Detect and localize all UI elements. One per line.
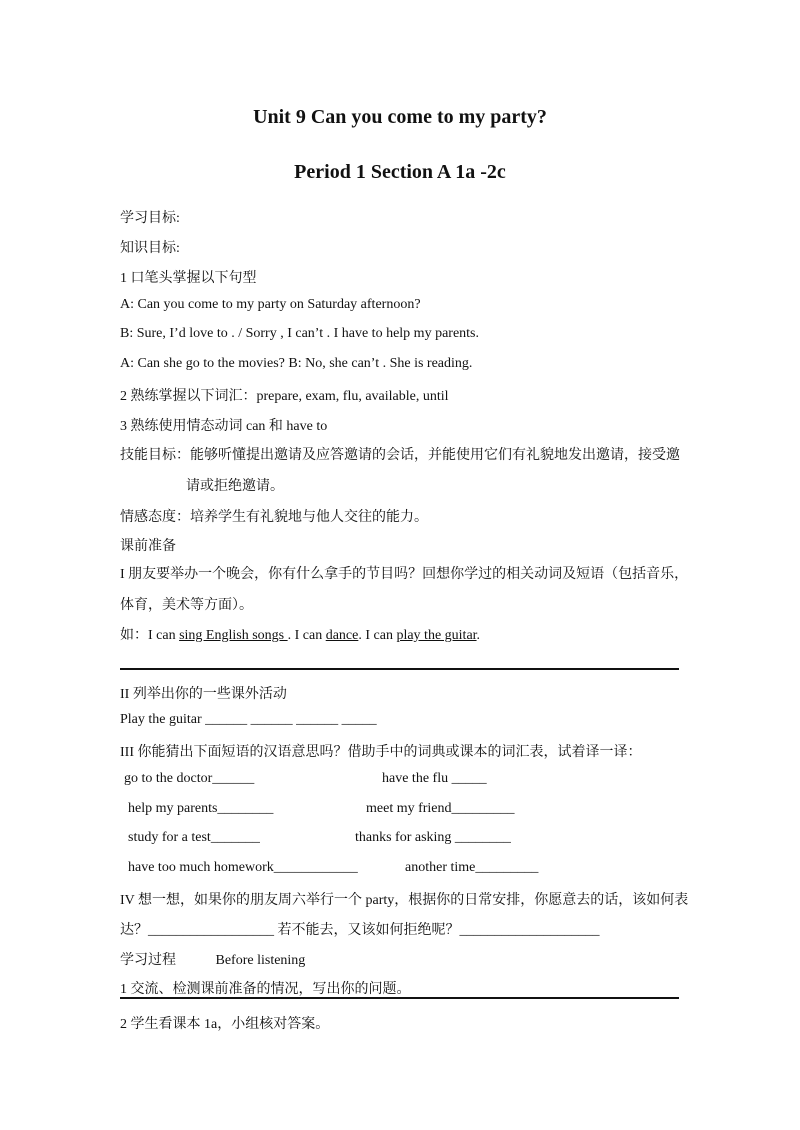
phrase-study-for-a-test: study for a test_______	[128, 830, 260, 845]
task-ii-blanks: Play the guitar ______ ______ ______ _____	[120, 712, 377, 727]
phrase-too-much-homework: have too much homework____________	[128, 860, 358, 875]
step-1: 1 交流、检测课前准备的情况，写出你的问题。	[120, 982, 411, 997]
task-i-continued: 体育，美术等方面）。	[120, 598, 253, 613]
phrase-thanks-for-asking: thanks for asking ________	[355, 830, 511, 845]
phrase-another-time: another time_________	[405, 860, 539, 875]
task-iii: III 你能猜出下面短语的汉语意思吗？借助手中的词典或课本的词汇表，试着译一译：	[120, 745, 642, 760]
task-iv: IV 想一想，如果你的朋友周六举行一个 party，根据你的日常安排，你愿意去的话，该如何表	[120, 893, 689, 908]
divider-1	[120, 668, 679, 670]
divider-2	[120, 997, 679, 999]
example-answer-2: dance	[325, 628, 359, 643]
process-heading	[120, 949, 305, 969]
goal-item-2: 2 熟练掌握以下词汇：prepare, exam, flu, available, until	[120, 389, 449, 404]
document-title: Unit 9 Can you come to my party?	[253, 106, 547, 128]
phrase-have-the-flu: have the flu _____	[382, 771, 487, 786]
phrase-go-to-the-doctor: go to the doctor______	[124, 771, 255, 786]
knowledge-goals-heading: 知识目标:	[120, 241, 180, 256]
task-ii: II 列举出你的一些课外活动	[120, 687, 287, 702]
example-line	[120, 624, 480, 644]
process-label: 学习过程	[120, 953, 176, 968]
phrase-meet-my-friend: meet my friend_________	[366, 801, 515, 816]
preparation-heading: 课前准备	[120, 539, 176, 554]
emotional-goals: 情感态度：培养学生有礼貌地与他人交往的能力。	[120, 510, 428, 525]
example-prefix: 如：I can	[120, 628, 180, 643]
example-answer-1: sing English songs	[179, 628, 288, 643]
goal-item-3: 3 熟练使用情态动词 can 和 have to	[120, 419, 328, 434]
sentence-a1: A: Can you come to my party on Saturday afternoon?	[120, 297, 421, 312]
example-text-2: . I can	[358, 628, 397, 643]
sentence-a2: A: Can she go to the movies? B: No, she can’t . She is reading.	[120, 356, 473, 371]
document-subtitle: Period 1 Section A 1a -2c	[294, 161, 506, 183]
learning-goals-heading: 学习目标:	[120, 211, 180, 226]
phrase-help-my-parents: help my parents________	[128, 801, 274, 816]
task-i: I 朋友要举办一个晚会，你有什么拿手的节目吗？回想你学过的相关动词及短语（包括音乐，	[120, 567, 689, 582]
step-2: 2 学生看课本 1a，小组核对答案。	[120, 1017, 330, 1032]
task-iv-continued: 达？__________________ 若不能去，又该如何拒绝呢？____________________	[120, 923, 600, 938]
skill-goals: 技能目标：能够听懂提出邀请及应答邀请的会话，并能使用它们有礼貌地发出邀请，接受邀	[120, 448, 680, 463]
example-end: .	[476, 628, 481, 643]
example-text-1: . I can	[287, 628, 326, 643]
goal-item-1: 1 口笔头掌握以下句型	[120, 271, 257, 286]
skill-goals-continued: 请或拒绝邀请。	[186, 479, 284, 494]
before-listening-label: Before listening	[215, 953, 306, 968]
sentence-b1: B: Sure, I’d love to . / Sorry , I can’t . I have to help my parents.	[120, 326, 479, 341]
example-answer-3: play the guitar	[396, 628, 477, 643]
